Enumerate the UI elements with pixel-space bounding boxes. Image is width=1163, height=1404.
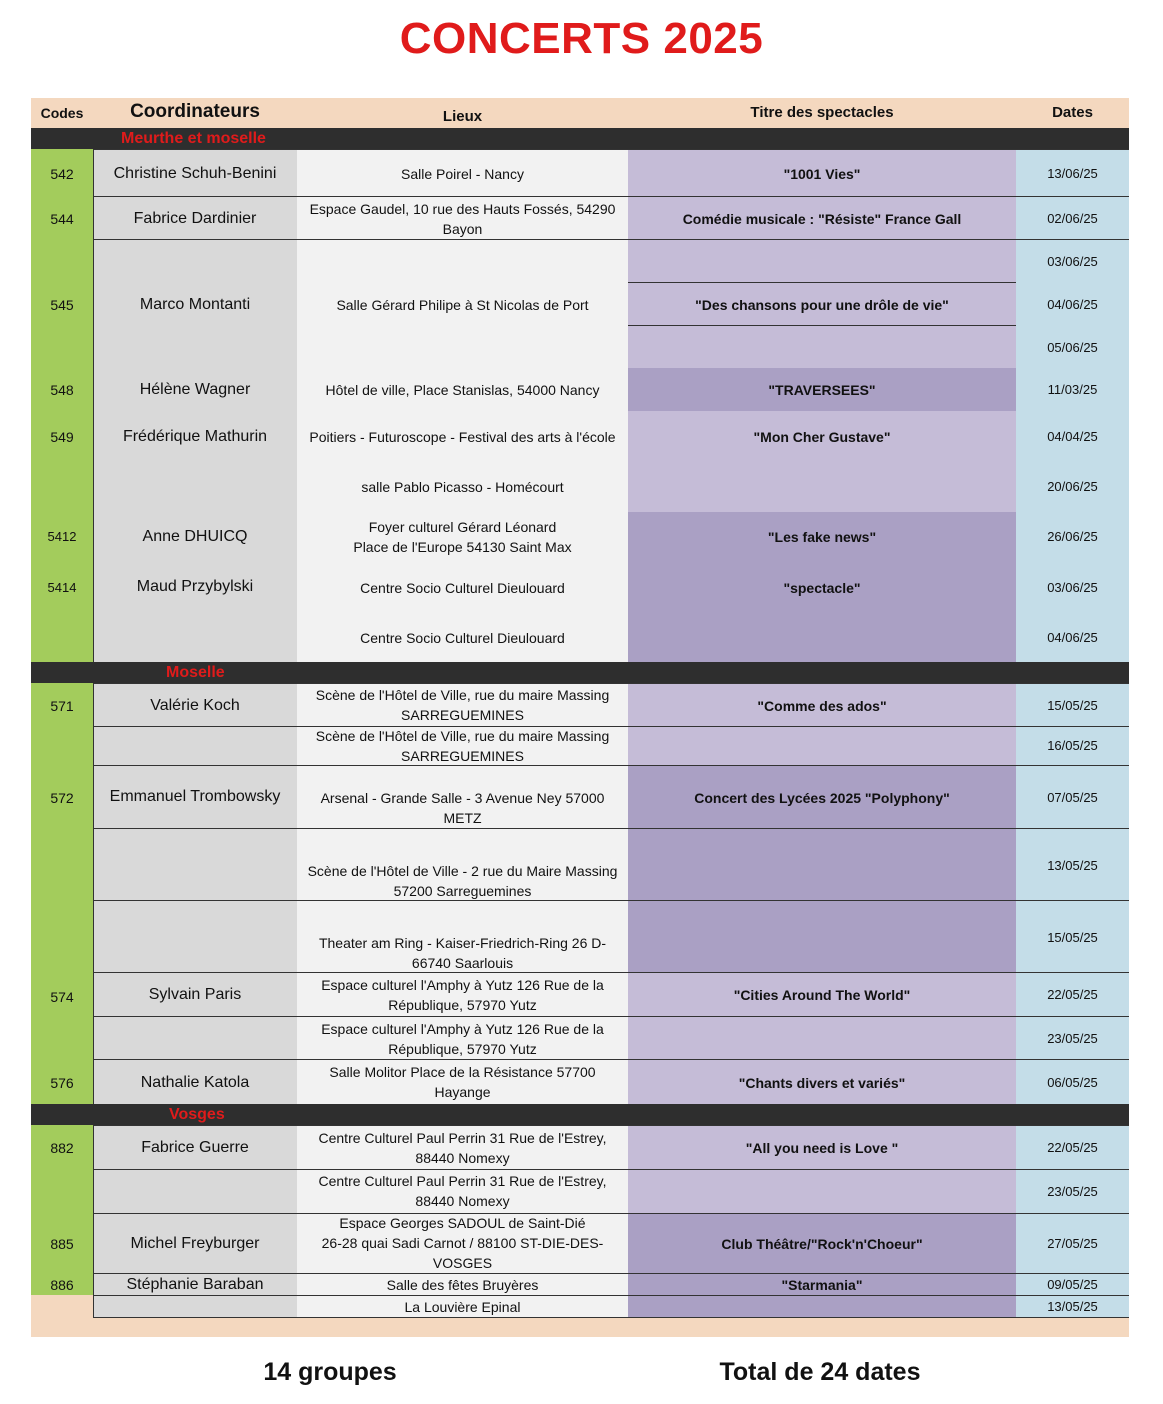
- date-cell: 15/05/25: [1047, 698, 1098, 713]
- row-divider: [628, 325, 1016, 326]
- coordinateur-cell: Frédérique Mathurin: [122, 428, 268, 445]
- section-label: Meurthe et moselle: [121, 130, 266, 147]
- coordinateur-cell: Emmanuel Trombowsky: [109, 788, 281, 805]
- row-divider: [93, 900, 1129, 901]
- page-title: CONCERTS 2025: [399, 14, 764, 63]
- concerts-table: [31, 98, 1129, 1337]
- row-divider: [93, 239, 1129, 240]
- section-label: Moselle: [166, 664, 225, 681]
- date-cell: 22/05/25: [1047, 1140, 1098, 1155]
- row-divider: [93, 683, 1129, 684]
- titre-cell: "All you need is Love ": [745, 1140, 899, 1156]
- codes-column: [31, 683, 93, 1104]
- code-cell: 5414: [47, 580, 77, 595]
- row-divider: [93, 196, 1129, 197]
- lieu-cell: Salle Gérard Philipe à St Nicolas de Port: [336, 296, 589, 313]
- groupes-total: 14 groupes: [263, 1358, 397, 1386]
- lieu-cell: Salle des fêtes Bruyères: [386, 1276, 539, 1293]
- coordinateur-cell: Christine Schuh-Benini: [113, 164, 277, 182]
- header-coordinateurs: Coordinateurs: [130, 101, 260, 122]
- coordinateur-cell: Hélène Wagner: [139, 381, 251, 398]
- row-divider: [93, 1016, 1129, 1017]
- date-cell: 23/05/25: [1047, 1031, 1098, 1046]
- lieu-cell: Espace culturel l'Amphy à Yutz 126 Rue de la République, 57970 Yutz: [321, 977, 604, 1013]
- date-cell: 03/06/25: [1047, 580, 1098, 595]
- date-cell: 20/06/25: [1047, 479, 1098, 494]
- coordinateur-cell: Anne DHUICQ: [142, 528, 248, 545]
- date-cell: 09/05/25: [1047, 1276, 1098, 1292]
- lieu-cell: Poitiers - Futuroscope - Festival des arts à l'école: [309, 429, 616, 445]
- row-divider: [93, 1213, 1129, 1214]
- dates-total: Total de 24 dates: [719, 1358, 921, 1386]
- date-cell: 13/05/25: [1047, 1298, 1098, 1314]
- row-divider: [93, 726, 1129, 727]
- date-cell: 11/03/25: [1047, 382, 1098, 397]
- code-cell: 882: [50, 1140, 74, 1156]
- date-cell: 06/05/25: [1047, 1075, 1098, 1090]
- coordinateur-cell: Fabrice Guerre: [141, 1139, 249, 1156]
- titre-cell: "Chants divers et variés": [738, 1075, 906, 1091]
- titre-cell: "Starmania": [781, 1276, 863, 1293]
- lieu-cell: Scène de l'Hôtel de Ville, rue du maire Massing SARREGUEMINES: [315, 728, 610, 764]
- section-label: Vosges: [169, 1106, 225, 1123]
- coordinateur-cell: Maud Przybylski: [136, 578, 254, 595]
- titre-cell: Comédie musicale : "Résiste" France Gall: [682, 211, 962, 227]
- section-vosges: [31, 1104, 1129, 1125]
- date-cell: 04/04/25: [1047, 429, 1098, 444]
- date-cell: 07/05/25: [1047, 790, 1098, 805]
- lieu-cell: Scène de l'Hôtel de Ville - 2 rue du Maire Massing 57200 Sarreguemines: [307, 863, 618, 899]
- date-cell: 13/05/25: [1047, 858, 1098, 873]
- lieu-cell: La Louvière Epinal: [404, 1298, 521, 1315]
- header-titres: Titre des spectacles: [750, 104, 894, 121]
- lieu-cell: salle Pablo Picasso - Homécourt: [361, 479, 564, 495]
- date-cell: 04/06/25: [1047, 630, 1098, 645]
- code-cell: 542: [50, 165, 74, 182]
- date-cell: 04/06/25: [1047, 296, 1098, 312]
- coordinateur-cell: Michel Freyburger: [130, 1235, 260, 1252]
- code-cell: 544: [50, 211, 74, 227]
- date-cell: 27/05/25: [1047, 1236, 1098, 1251]
- date-cell: 26/06/25: [1047, 529, 1098, 544]
- code-cell: 5412: [47, 529, 77, 544]
- lieu-cell: Foyer culturel Gérard Léonard Place de l'Europe 54130 Saint Max: [353, 519, 572, 555]
- titre-cell: "Des chansons pour une drôle de vie": [695, 296, 949, 313]
- date-cell: 15/05/25: [1047, 930, 1098, 945]
- coordinateur-cell: Stéphanie Baraban: [126, 1275, 264, 1293]
- row-divider: [93, 1273, 1129, 1274]
- lieu-cell: Centre Socio Culturel Dieulouard: [360, 580, 565, 596]
- lieu-cell: Centre Socio Culturel Dieulouard: [360, 630, 565, 646]
- titre-cell: "spectacle": [783, 580, 861, 596]
- row-divider: [93, 1295, 1129, 1296]
- code-cell: 549: [50, 429, 74, 445]
- code-cell: 545: [50, 296, 74, 313]
- coord-column: [93, 683, 297, 1104]
- lieu-cell: Arsenal - Grande Salle - 3 Avenue Ney 57000 METZ: [320, 790, 605, 826]
- lieu-cell: Salle Poirel - Nancy: [401, 165, 524, 182]
- code-cell: 572: [50, 790, 74, 806]
- date-cell: 23/05/25: [1047, 1184, 1098, 1199]
- coordinateur-cell: Valérie Koch: [150, 697, 240, 714]
- section-moselle: [31, 662, 1129, 683]
- code-cell: 574: [50, 989, 74, 1005]
- coordinateur-cell: Nathalie Katola: [140, 1074, 250, 1091]
- row-divider: [93, 1317, 1129, 1318]
- lieu-cell: Centre Culturel Paul Perrin 31 Rue de l'Estrey, 88440 Nomexy: [318, 1130, 607, 1166]
- titre-cell: "Les fake news": [767, 529, 877, 545]
- code-cell: 548: [50, 382, 74, 398]
- titre-cell: "Comme des ados": [757, 698, 887, 714]
- lieu-cell: Scène de l'Hôtel de Ville, rue du maire Massing SARREGUEMINES: [315, 687, 610, 723]
- lieu-cell: Espace Georges SADOUL de Saint-Dié 26-28 quai Sadi Carnot / 88100 ST-DIE-DES- VOSGES: [321, 1215, 604, 1271]
- header-dates: Dates: [1052, 104, 1093, 121]
- row-divider: [93, 972, 1129, 973]
- coordinateur-cell: Sylvain Paris: [148, 986, 242, 1003]
- section-meurthe: [31, 128, 1129, 149]
- date-cell: 05/06/25: [1047, 339, 1098, 355]
- date-cell: 22/05/25: [1047, 987, 1098, 1002]
- coordinateur-cell: Marco Montanti: [139, 295, 251, 313]
- titre-cell: "Cities Around The World": [733, 987, 911, 1003]
- titre-cell: "Mon Cher Gustave": [753, 429, 891, 445]
- header-codes: Codes: [40, 105, 84, 121]
- date-cell: 02/06/25: [1047, 211, 1098, 226]
- row-divider: [93, 149, 1129, 150]
- titre-cell: "1001 Vies": [783, 165, 861, 182]
- lieu-cell: Centre Culturel Paul Perrin 31 Rue de l'Estrey, 88440 Nomexy: [318, 1173, 607, 1209]
- date-cell: 13/06/25: [1047, 165, 1098, 181]
- lieu-cell: Espace Gaudel, 10 rue des Hauts Fossés, 54290 Bayon: [309, 201, 616, 237]
- lieu-cell: Salle Molitor Place de la Résistance 57700 Hayange: [329, 1064, 596, 1100]
- titre-cell: "TRAVERSEES": [768, 382, 876, 398]
- row-divider: [93, 828, 1129, 829]
- header-lieux: Lieux: [442, 108, 483, 125]
- row-divider: [93, 765, 1129, 766]
- lieu-cell: Theater am Ring - Kaiser-Friedrich-Ring 26 D- 66740 Saarlouis: [318, 935, 607, 971]
- lieu-cell: Espace culturel l'Amphy à Yutz 126 Rue de la République, 57970 Yutz: [321, 1021, 604, 1057]
- row-divider: [93, 1169, 1129, 1170]
- lieu-cell: Hôtel de ville, Place Stanislas, 54000 Nancy: [325, 382, 600, 398]
- code-cell: 885: [50, 1236, 74, 1252]
- code-cell: 571: [50, 698, 74, 714]
- titre-cell: Concert des Lycées 2025 "Polyphony": [694, 790, 950, 806]
- titre-cell: Club Théâtre/"Rock'n'Choeur": [721, 1236, 923, 1252]
- code-cell: 886: [50, 1276, 74, 1293]
- date-cell: 03/06/25: [1047, 253, 1098, 269]
- date-cell: 16/05/25: [1047, 738, 1098, 753]
- coordinateur-cell: Fabrice Dardinier: [133, 210, 257, 227]
- row-divider: [93, 1059, 1129, 1060]
- row-divider: [628, 282, 1016, 283]
- code-cell: 576: [50, 1075, 74, 1091]
- row-divider: [93, 1125, 1129, 1126]
